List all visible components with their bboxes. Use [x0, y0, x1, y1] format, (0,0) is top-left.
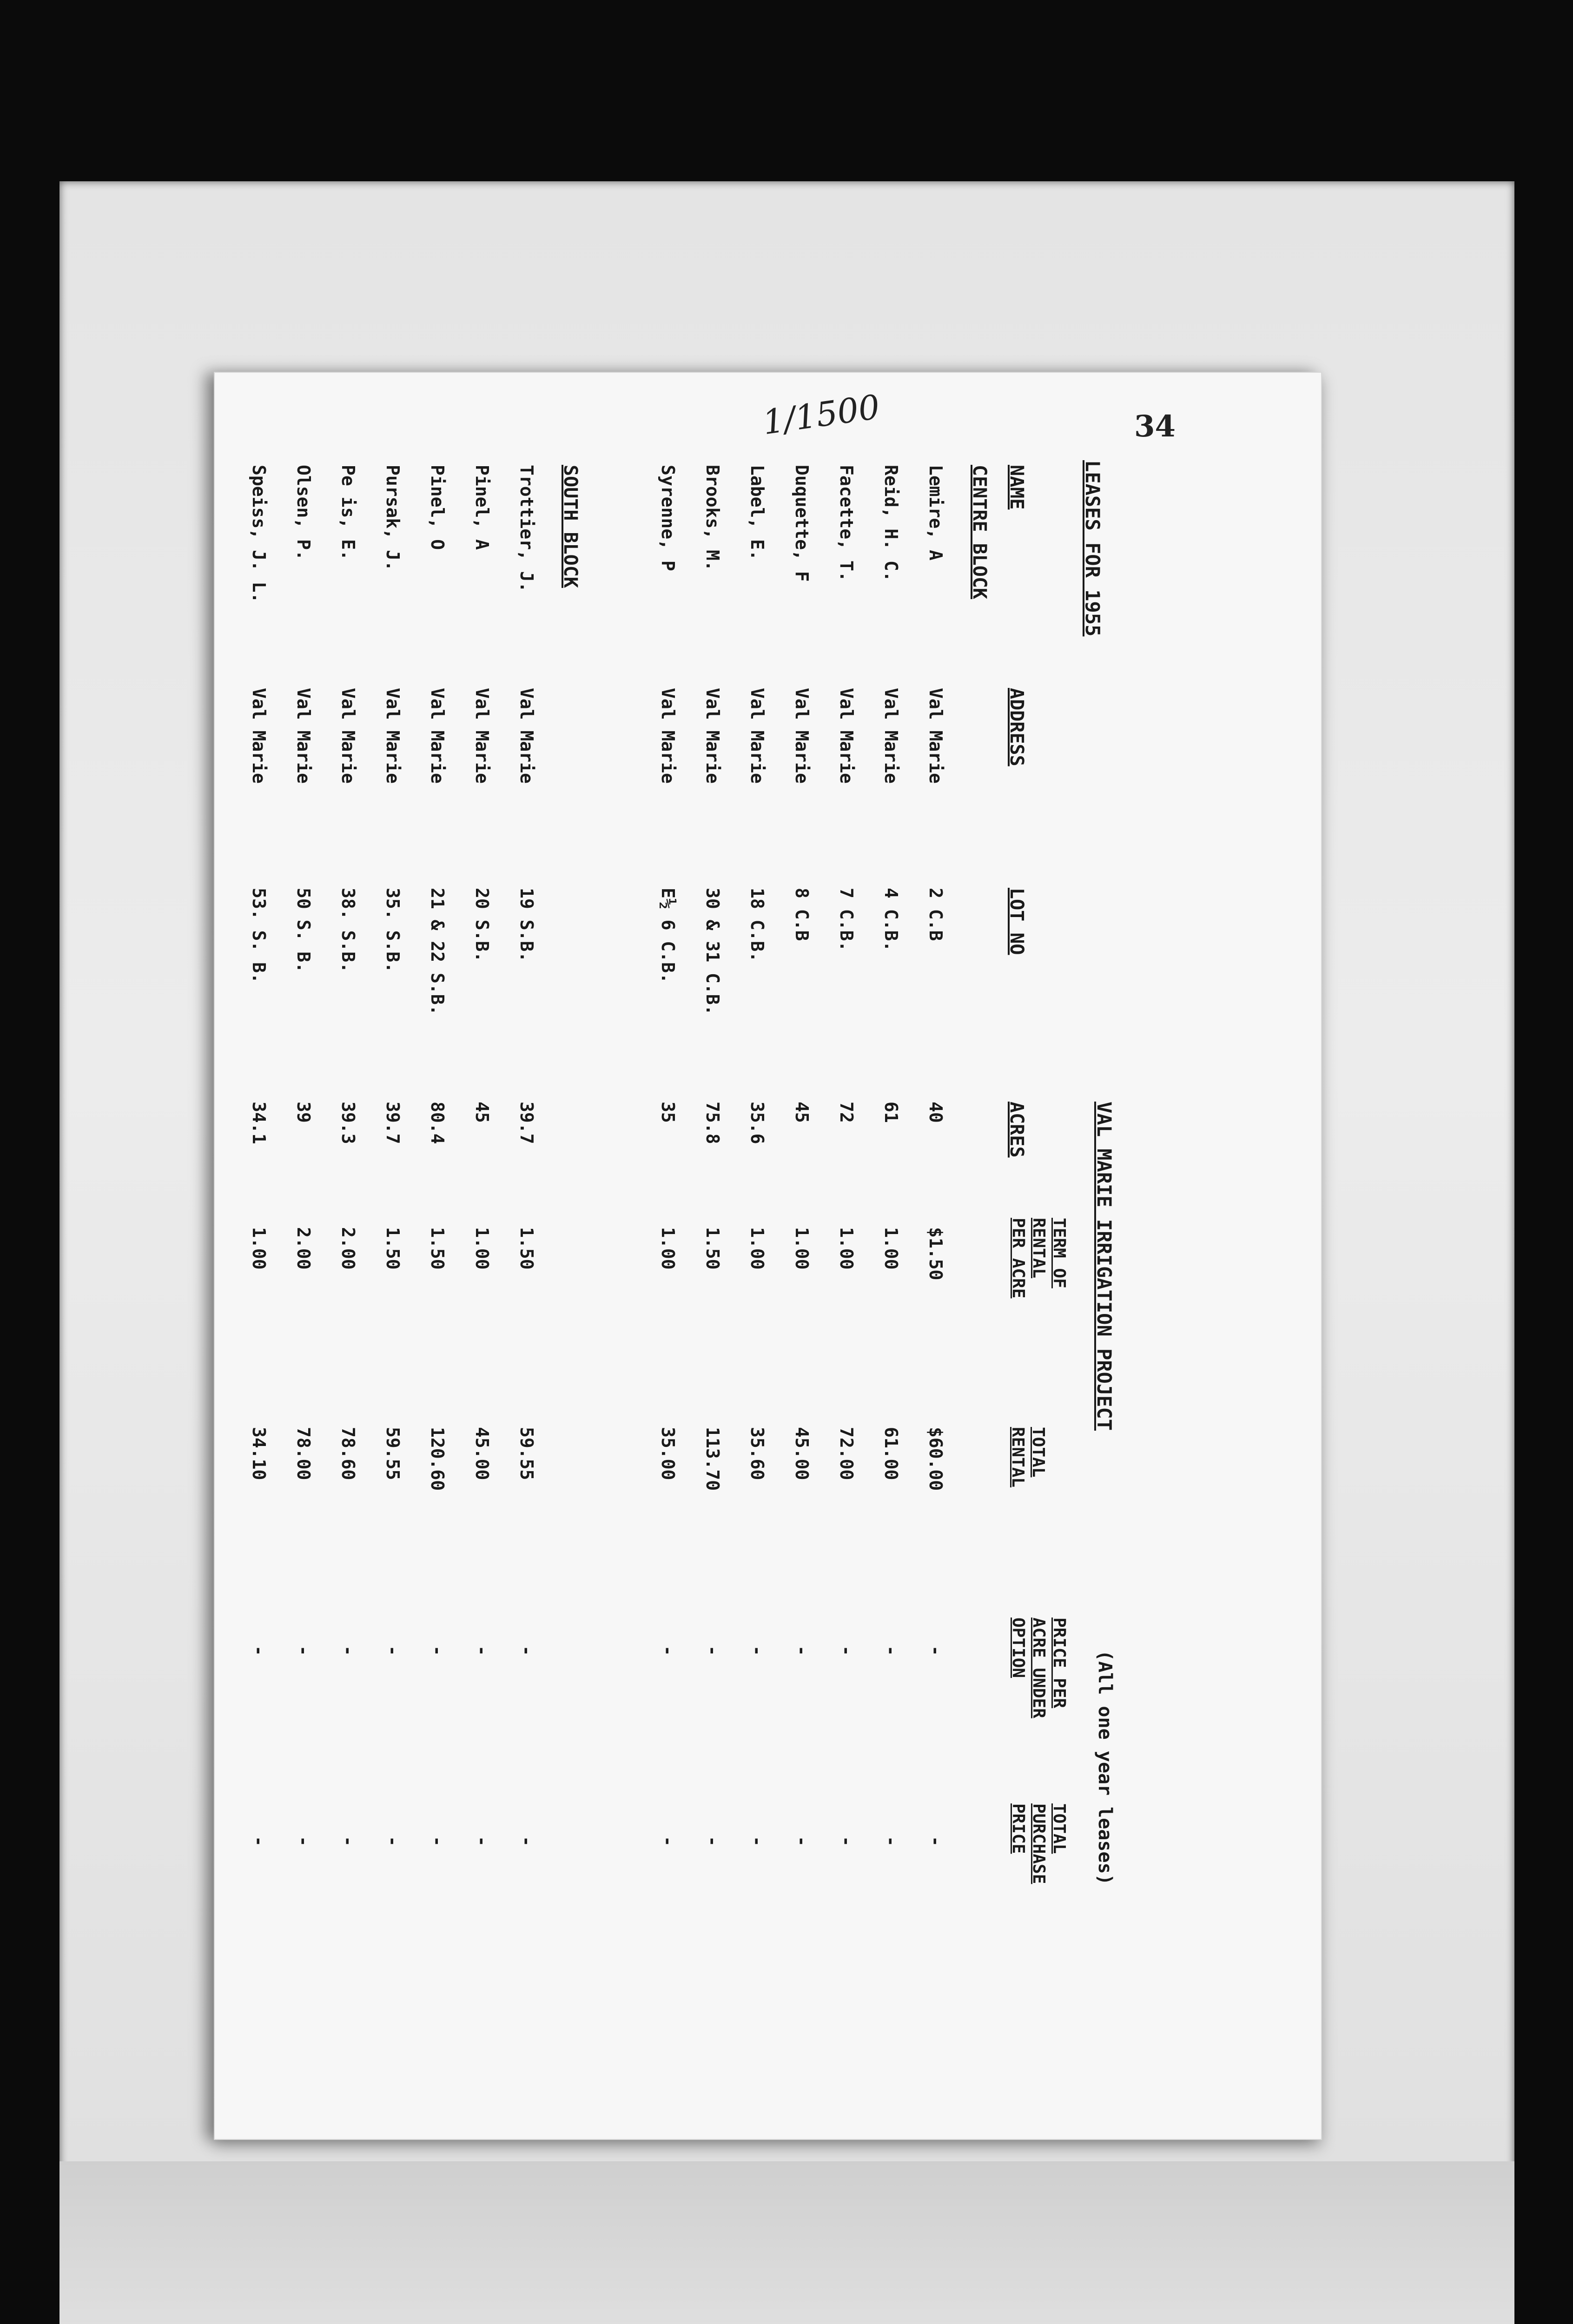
- row-total-purchase: -: [383, 1836, 403, 1847]
- row-name: Trottier, J.: [516, 465, 537, 593]
- row-lot-no: 4 C.B.: [881, 888, 901, 952]
- row-price-per-acre: -: [702, 1645, 723, 1656]
- row-address: Val Marie: [293, 688, 314, 784]
- row-term: 2.00: [338, 1227, 358, 1270]
- row-acres: 45: [792, 1102, 812, 1123]
- row-name: Speiss, J. L.: [249, 465, 269, 603]
- leases-subtitle: (All one year leases): [1094, 1650, 1116, 1885]
- row-price-per-acre: -: [516, 1645, 537, 1656]
- row-lot-no: 18 C.B.: [747, 888, 767, 963]
- row-total-purchase: -: [472, 1836, 492, 1847]
- row-address: Val Marie: [383, 688, 403, 784]
- row-total-purchase: -: [792, 1836, 812, 1847]
- row-lot-no: 30 & 31 C.B.: [702, 888, 723, 1016]
- row-term: 1.50: [516, 1227, 537, 1270]
- row-term: 1.00: [747, 1227, 767, 1270]
- row-name: Label, E.: [747, 465, 767, 561]
- row-total-purchase: -: [249, 1836, 269, 1847]
- row-acres: 45: [472, 1102, 492, 1123]
- row-lot-no: 35. S.B.: [383, 888, 403, 973]
- row-address: Val Marie: [249, 688, 269, 784]
- row-name: Pinel, O: [427, 465, 448, 550]
- row-total-rental: $60.00: [925, 1427, 946, 1491]
- row-acres: 72: [836, 1102, 857, 1123]
- row-acres: 35: [658, 1102, 678, 1123]
- row-price-per-acre: -: [836, 1645, 857, 1656]
- row-lot-no: 8 C.B: [792, 888, 812, 941]
- row-address: Val Marie: [792, 688, 812, 784]
- row-lot-no: 2 C.B: [925, 888, 946, 941]
- header-address: ADDRESS: [1006, 688, 1027, 766]
- row-term: $1.50: [925, 1227, 946, 1281]
- row-name: Facette, T.: [836, 465, 857, 582]
- row-lot-no: 19 S.B.: [516, 888, 537, 963]
- row-lot-no: 7 C.B.: [836, 888, 857, 952]
- row-total-rental: 35.60: [747, 1427, 767, 1480]
- row-price-per-acre: -: [881, 1645, 901, 1656]
- header-total-rental: TOTAL RENTAL: [1008, 1427, 1048, 1488]
- row-lot-no: 20 S.B.: [472, 888, 492, 963]
- row-term: 1.00: [658, 1227, 678, 1270]
- row-lot-no: E½ 6 C.B.: [658, 888, 678, 984]
- row-name: Pe is, E.: [338, 465, 358, 561]
- row-total-purchase: -: [427, 1836, 448, 1847]
- leases-title: LEASES FOR 1955: [1081, 460, 1104, 637]
- south-block-label: SOUTH BLOCK: [560, 465, 581, 588]
- row-acres: 39.3: [338, 1102, 358, 1144]
- row-address: Val Marie: [472, 688, 492, 784]
- row-address: Val Marie: [925, 688, 946, 784]
- row-term: 1.00: [249, 1227, 269, 1270]
- row-lot-no: 21 & 22 S.B.: [427, 888, 448, 1016]
- row-total-purchase: -: [836, 1836, 857, 1847]
- row-total-rental: 72.00: [836, 1427, 857, 1480]
- row-term: 1.00: [836, 1227, 857, 1270]
- lower-backing-strip: [59, 2161, 1514, 2324]
- row-name: Pursak, J.: [383, 465, 403, 571]
- header-lot-no: LOT NO: [1006, 888, 1027, 955]
- row-total-rental: 78.60: [338, 1427, 358, 1480]
- row-total-purchase: -: [747, 1836, 767, 1847]
- row-address: Val Marie: [836, 688, 857, 784]
- row-name: Reid, H. C.: [881, 465, 901, 582]
- row-term: 1.50: [702, 1227, 723, 1270]
- row-term: 1.50: [427, 1227, 448, 1270]
- row-name: Lemire, A: [925, 465, 946, 561]
- row-total-purchase: -: [338, 1836, 358, 1847]
- row-address: Val Marie: [658, 688, 678, 784]
- row-term: 1.00: [881, 1227, 901, 1270]
- row-term: 1.00: [792, 1227, 812, 1270]
- row-total-rental: 45.00: [792, 1427, 812, 1480]
- row-price-per-acre: -: [427, 1645, 448, 1656]
- row-total-rental: 113.70: [702, 1427, 723, 1491]
- row-total-rental: 45.00: [472, 1427, 492, 1480]
- centre-block-label: CENTRE BLOCK: [969, 465, 990, 599]
- header-name: NAME: [1006, 465, 1027, 510]
- row-price-per-acre: -: [383, 1645, 403, 1656]
- row-name: Pinel, A: [472, 465, 492, 550]
- row-term: 1.00: [472, 1227, 492, 1270]
- row-acres: 34.1: [249, 1102, 269, 1144]
- row-total-purchase: -: [516, 1836, 537, 1847]
- row-address: Val Marie: [516, 688, 537, 784]
- row-price-per-acre: -: [249, 1645, 269, 1656]
- row-total-purchase: -: [881, 1836, 901, 1847]
- handwritten-note: 1/1500: [760, 387, 882, 442]
- row-total-rental: 35.00: [658, 1427, 678, 1480]
- row-price-per-acre: -: [792, 1645, 812, 1656]
- row-acres: 39: [293, 1102, 314, 1123]
- header-total-purchase: TOTAL PURCHASE PRICE: [1009, 1803, 1069, 1884]
- row-total-rental: 61.00: [881, 1427, 901, 1480]
- row-acres: 39.7: [516, 1102, 537, 1144]
- row-name: Olsen, P.: [293, 465, 314, 561]
- row-total-purchase: -: [702, 1836, 723, 1847]
- header-term: TERM OF RENTAL PER ACRE: [1009, 1218, 1069, 1299]
- row-address: Val Marie: [338, 688, 358, 784]
- row-price-per-acre: -: [293, 1645, 314, 1656]
- row-total-rental: 120.60: [427, 1427, 448, 1491]
- row-name: Brooks, M.: [702, 465, 723, 571]
- row-price-per-acre: -: [338, 1645, 358, 1656]
- row-price-per-acre: -: [747, 1645, 767, 1656]
- header-acres: ACRES: [1006, 1102, 1027, 1158]
- header-price-per-acre: PRICE PER ACRE UNDER OPTION: [1009, 1618, 1069, 1718]
- row-address: Val Marie: [881, 688, 901, 784]
- row-address: Val Marie: [702, 688, 723, 784]
- row-total-purchase: -: [293, 1836, 314, 1847]
- row-acres: 40: [925, 1102, 946, 1123]
- row-acres: 61: [881, 1102, 901, 1123]
- row-address: Val Marie: [427, 688, 448, 784]
- row-total-purchase: -: [658, 1836, 678, 1847]
- row-acres: 80.4: [427, 1102, 448, 1144]
- row-term: 2.00: [293, 1227, 314, 1270]
- row-term: 1.50: [383, 1227, 403, 1270]
- row-total-rental: 59.55: [383, 1427, 403, 1480]
- project-title: VAL MARIE IRRIGATION PROJECT: [1093, 1102, 1116, 1431]
- row-total-rental: 78.00: [293, 1427, 314, 1480]
- row-lot-no: 53. S. B.: [249, 888, 269, 984]
- row-acres: 35.6: [747, 1102, 767, 1144]
- row-lot-no: 50 S. B.: [293, 888, 314, 973]
- row-total-purchase: -: [925, 1836, 946, 1847]
- row-name: Syrenne, P: [658, 465, 678, 571]
- row-acres: 75.8: [702, 1102, 723, 1144]
- row-acres: 39.7: [383, 1102, 403, 1144]
- row-address: Val Marie: [747, 688, 767, 784]
- row-price-per-acre: -: [925, 1645, 946, 1656]
- row-total-rental: 34.10: [249, 1427, 269, 1480]
- row-total-rental: 59.55: [516, 1427, 537, 1480]
- row-lot-no: 38. S.B.: [338, 888, 358, 973]
- page-number: 34: [1134, 409, 1176, 444]
- row-name: Duquette, F: [792, 465, 812, 582]
- row-price-per-acre: -: [472, 1645, 492, 1656]
- rotated-table: [209, 428, 1116, 2101]
- row-price-per-acre: -: [658, 1645, 678, 1656]
